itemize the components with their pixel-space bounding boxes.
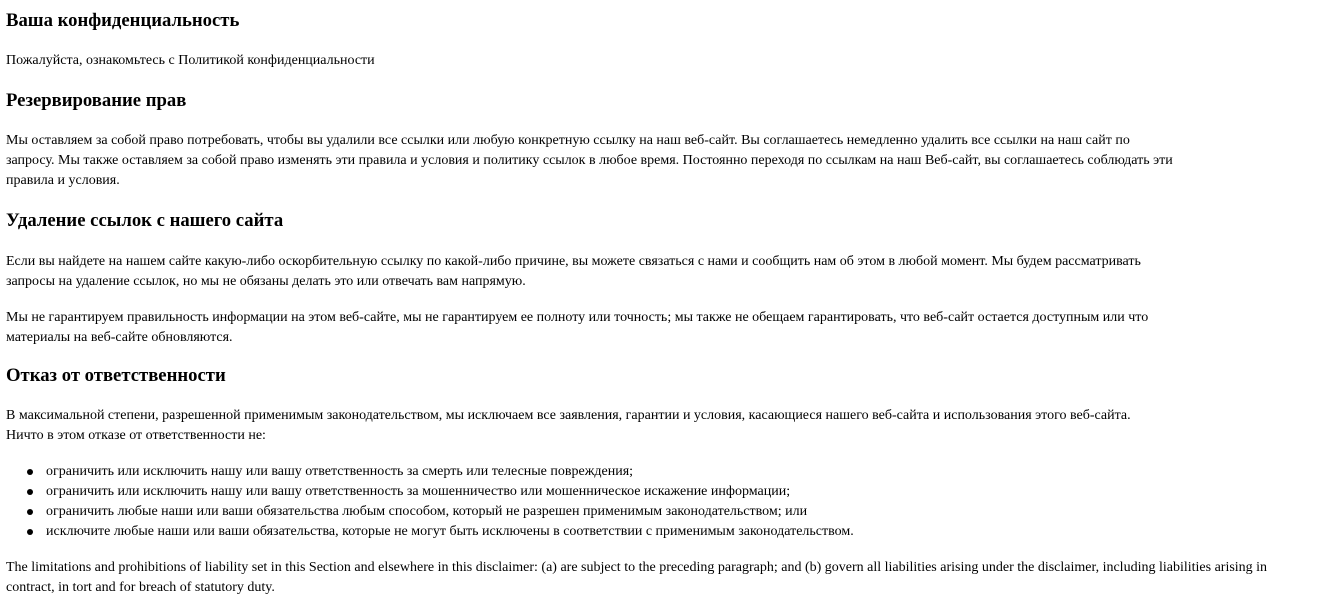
disclaimer-heading: Отказ от ответственности: [6, 365, 226, 386]
disclaimer-closing: [6, 558, 1331, 598]
rights-paragraph: [6, 131, 1331, 191]
document-page: [0, 10, 1331, 598]
disclaimer-closing-line: The limitations and prohibitions of liability set in this Section and elsewhere in this disclaimer: (a) are subject to the preceding paragraph; and (b) govern all liabilities arising under the disclaimer, including liabilities arising in: [6, 560, 1268, 575]
rights-line: правила и условия.: [6, 173, 120, 188]
removal-paragraph-1: [6, 252, 1331, 292]
list-item: ограничить или исключить нашу или вашу ответственность за мошенничество или мошенническое искажение информации;: [46, 482, 1331, 502]
removal-heading: Удаление ссылок с нашего сайта: [6, 210, 284, 231]
disclaimer-intro-line: Ничто в этом отказе от ответственности не:: [6, 428, 266, 443]
removal-line: Мы не гарантируем правильность информации на этом веб-сайте, мы не гарантируем ее полноту или точность; мы также не обещаем гарантировать, что веб-сайт остается доступным или что: [6, 310, 1149, 325]
removal-line: Если вы найдете на нашем сайте какую-либо оскорбительную ссылку по какой-либо причине, вы можете связаться с нами и сообщить нам об этом в любой момент. Мы будем рассматривать: [6, 254, 1141, 269]
privacy-text: [6, 51, 1331, 71]
disclaimer-closing-line: contract, in tort and for breach of statutory duty.: [6, 580, 275, 595]
removal-paragraph-2: [6, 308, 1331, 348]
disclaimer-intro-line: В максимальной степени, разрешенной применимым законодательством, мы исключаем все заявления, гарантии и условия, касающиеся нашего веб-сайта и использования этого веб-сайта.: [6, 408, 1131, 423]
list-item: исключите любые наши или ваши обязательства, которые не могут быть исключены в соответствии с применимым законодательством.: [46, 522, 1331, 542]
privacy-text-line: Пожалуйста, ознакомьтесь с Политикой конфиденциальности: [6, 53, 375, 68]
rights-heading: Резервирование прав: [6, 90, 187, 111]
rights-line: Мы оставляем за собой право потребовать, чтобы вы удалили все ссылки или любую конкретную ссылку на наш веб-сайт. Вы соглашаетесь немедленно удалить все ссылки на наш сайт по: [6, 133, 1130, 148]
disclaimer-list: [6, 462, 1331, 542]
disclaimer-intro: [6, 406, 1331, 446]
list-item: ограничить любые наши или ваши обязательства любым способом, который не разрешен применимым законодательством; или: [46, 502, 1331, 522]
removal-line: материалы на веб-сайте обновляются.: [6, 330, 233, 345]
privacy-heading: Ваша конфиденциальность: [6, 10, 240, 31]
rights-line: запросу. Мы также оставляем за собой право изменять эти правила и условия и политику ссылок в любое время. Постоянно переходя по ссылкам на наш Веб-сайт, вы соглашаетесь соблюдать эти: [6, 153, 1173, 168]
list-item: ограничить или исключить нашу или вашу ответственность за смерть или телесные повреждения;: [46, 462, 1331, 482]
removal-line: запросы на удаление ссылок, но мы не обязаны делать это или отвечать вам напрямую.: [6, 274, 526, 289]
